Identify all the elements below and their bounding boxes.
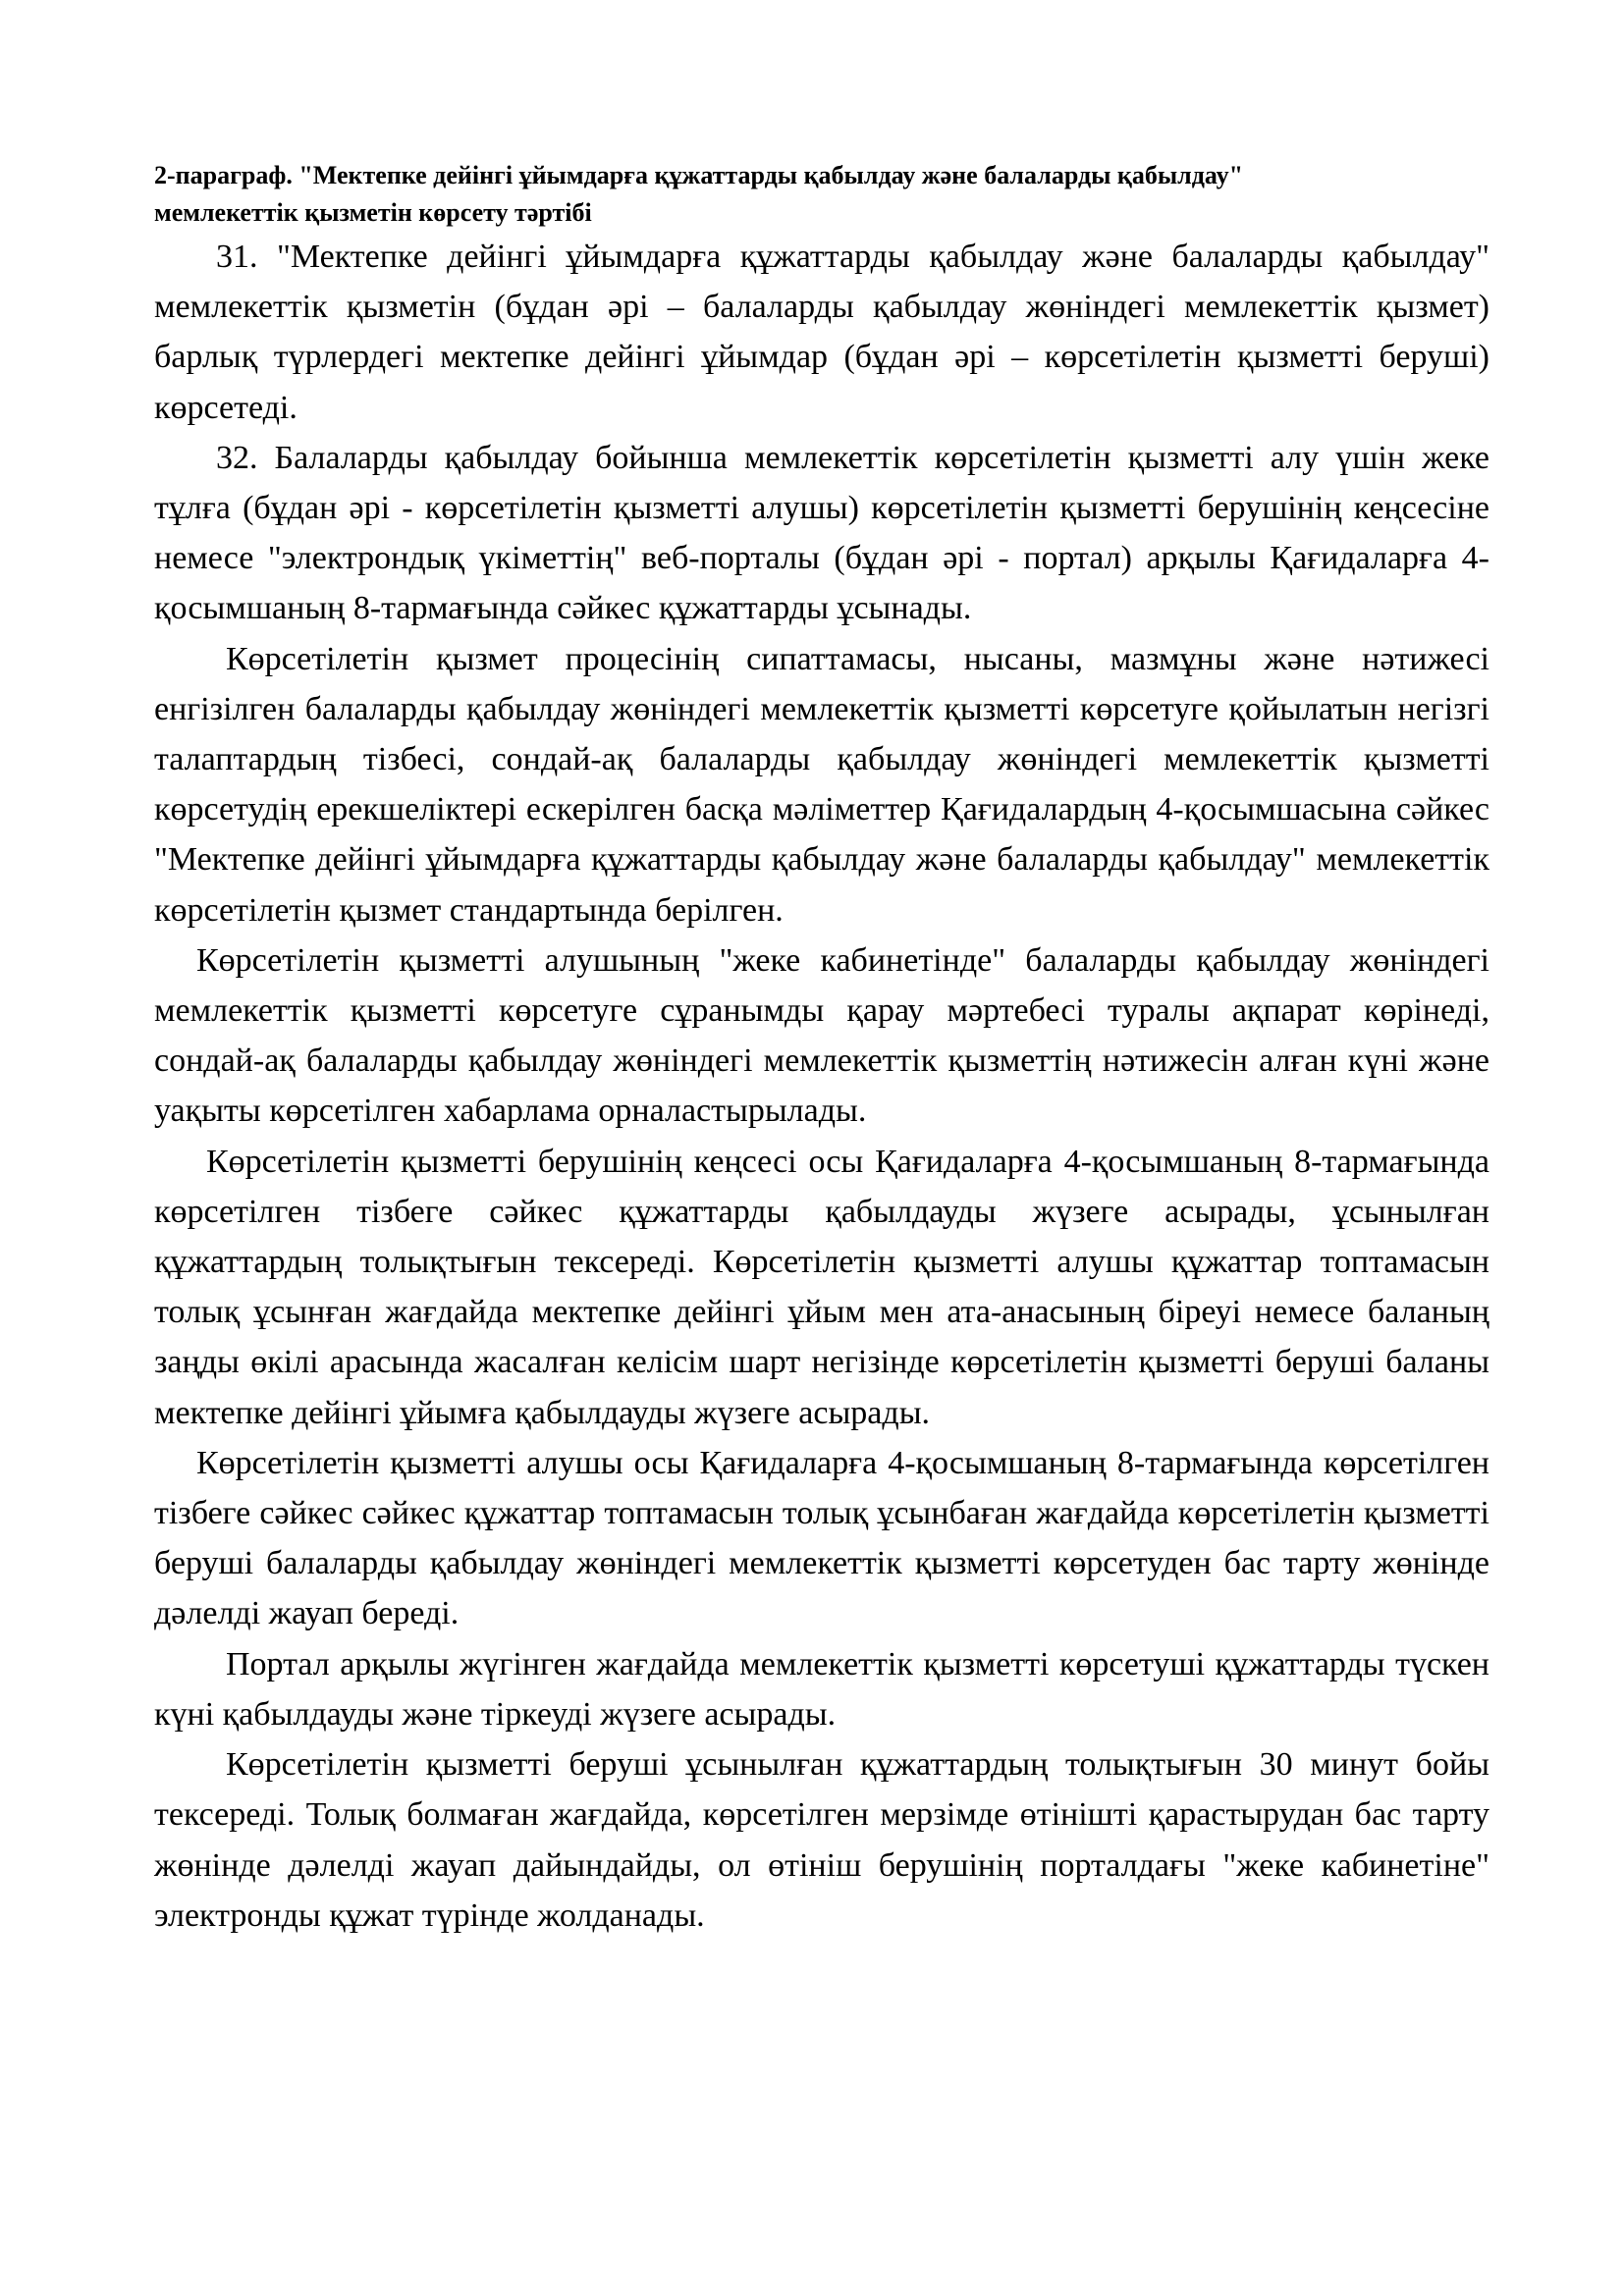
paragraph-personal-cabinet: Көрсетілетін қызметті алушының "жеке кабинетінде" балаларды қабылдау жөніндегі мемлекеттік қызметті көрсетуге сұранымды қарау мәртебесі туралы ақпарат көрінеді, сондай-ақ балаларды қабылдау жөніндегі мемлекеттік қызметтің нәтижесін алған күні және уақыты көрсетілген хабарлама орналастырылады.	[154, 941, 1489, 1130]
paragraph-service-description: Көрсетілетін қызмет процесінің сипаттамасы, нысаны, мазмұны және нәтижесі енгізілген балаларды қабылдау жөніндегі мемлекеттік қызметті көрсетуге қойылатын негізгі талаптардың тізбесі, сондай-ақ балаларды қабылдау жөніндегі мемлекеттік қызметті көрсетудің ерекшеліктері ескерілген басқа мәліметтер Қағидалардың 4-қосымшасына сәйкес "Мектепке дейінгі ұйымдарға құжаттарды қабылдау және балаларды қабылдау" мемлекеттік көрсетілетін қызмет стандартында берілген.	[154, 640, 1489, 929]
section-heading	[154, 157, 1489, 232]
paragraph-31: 31. "Мектепке дейінгі ұйымдарға құжаттарды қабылдау және балаларды қабылдау" мемлекеттік қызметін (бұдан әрі – балаларды қабылдау жөніндегі мемлекеттік қызмет) барлық түрлердегі мектепке дейінгі ұйымдар (бұдан әрі – көрсетілетін қызметті беруші) көрсетеді.	[154, 239, 1489, 426]
paragraph-portal-registration: Портал арқылы жүгінген жағдайда мемлекеттік қызметті көрсетуші құжаттарды түскен күні қабылдауды және тіркеуді жүзеге асырады.	[154, 1645, 1489, 1733]
document-body	[154, 232, 1489, 1941]
paragraph-32: 32. Балаларды қабылдау бойынша мемлекеттік көрсетілетін қызметті алу үшін жеке тұлға (бұдан әрі - көрсетілетін қызметті алушы) көрсетілетін қызметті берушінің кеңсесіне немесе "электрондық үкіметтің" веб-порталы (бұдан әрі - портал) арқылы Қағидаларға 4-қосымшаның 8-тармағында сәйкес құжаттарды ұсынады.	[154, 439, 1489, 627]
paragraph-refusal: Көрсетілетін қызметті алушы осы Қағидаларға 4-қосымшаның 8-тармағында көрсетілген тізбеге сәйкес сәйкес құжаттар топтамасын толық ұсынбаған жағдайда көрсетілетін қызметті беруші балаларды қабылдау жөніндегі мемлекеттік қызметті көрсетуден бас тарту жөнінде дәлелді жауап береді.	[154, 1444, 1489, 1632]
section-heading-line-2: мемлекеттік қызметін көрсету тәртібі	[154, 198, 592, 227]
section-heading-line-1: 2-параграф. "Мектепке дейінгі ұйымдарға құжаттарды қабылдау және балаларды қабылдау"	[154, 161, 1244, 189]
paragraph-completeness-check: Көрсетілетін қызметті беруші ұсынылған құжаттардың толықтығын 30 минут бойы тексереді. Толық болмаған жағдайда, көрсетілген мерзімде өтінішті қарастырудан бас тарту жөнінде дәлелді жауап дайындайды, ол өтініш берушінің порталдағы "жеке кабинетіне" электронды құжат түрінде жолданады.	[154, 1746, 1489, 1934]
paragraph-office-acceptance: Көрсетілетін қызметті берушінің кеңсесі осы Қағидаларға 4-қосымшаның 8-тармағында көрсетілген тізбеге сәйкес құжаттарды қабылдауды жүзеге асырады, ұсынылған құжаттардың толықтығын тексереді. Көрсетілетін қызметті алушы құжаттар топтамасын толық ұсынған жағдайда мектепке дейінгі ұйым мен ата-анасының біреуі немесе баланың заңды өкілі арасында жасалған келісім шарт негізінде көрсетілетін қызметті беруші баланы мектепке дейінгі ұйымға қабылдауды жүзеге асырады.	[154, 1143, 1489, 1431]
